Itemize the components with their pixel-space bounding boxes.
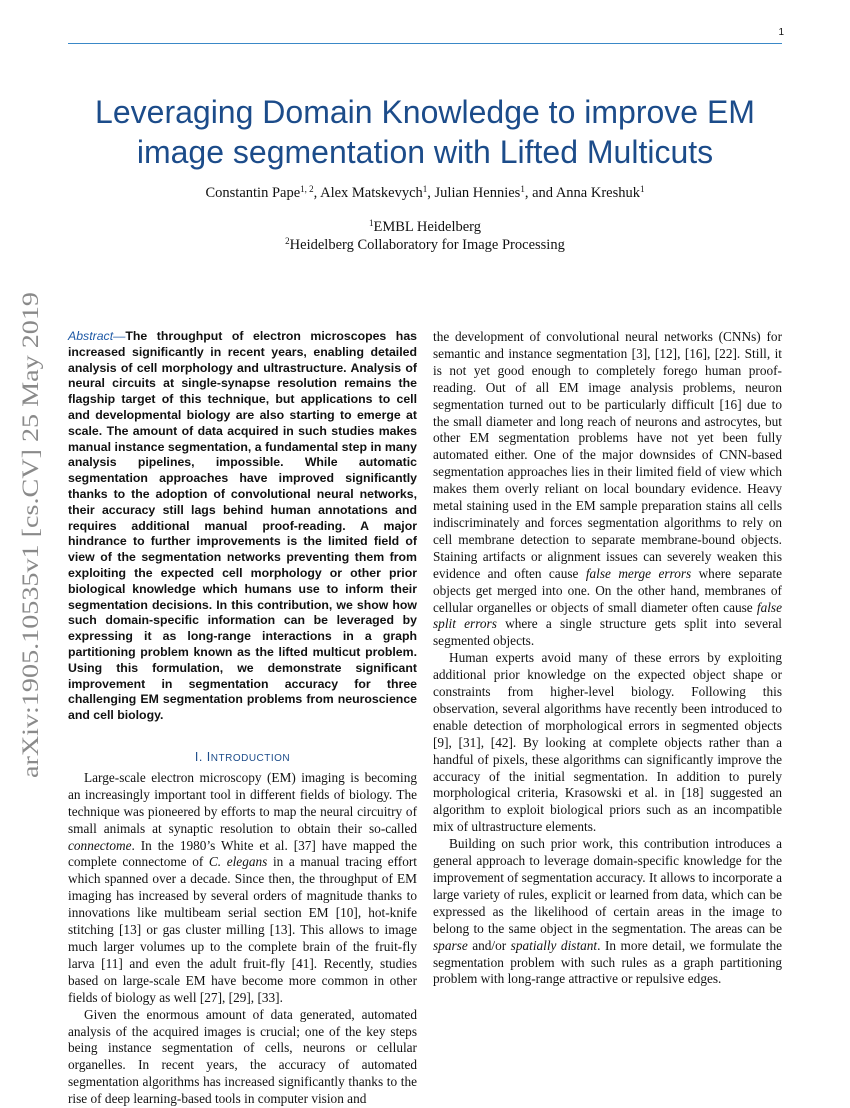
author: Alex Matskevych	[320, 185, 423, 201]
paragraph-text: . In more detail, we formulate the segmentation problem with such rules as a graph partitioning problem with long-range attractive or repulsive edges.	[433, 937, 782, 987]
paragraph-text: Large-scale electron microscopy (EM) imaging is becoming an increasingly important tool in different fields of biology. The technique was pioneered by efforts to map the neural circuitry of small animals at synaptic resolution to obtain their so-called	[68, 769, 417, 836]
paragraph-text: . In the 1980’s White et al. [37] have mapped the complete connectome of	[68, 837, 417, 870]
abstract	[68, 329, 417, 724]
arxiv-stamp	[4, 290, 52, 780]
paragraph: Human experts avoid many of these errors by exploiting additional prior knowledge on the expected object shape or constraints from higher-level biology. Following this observation, several algorithms have recently been introduced to enable detection of morphological errors in segmented objects [9], [31], [42]. By looking at complete objects rather than a handful of pixels, these algorithms can significantly improve the accuracy of the initial segmentation. In addition to purely morphological criteria, Krasowski et al. in [18] suggested an algorithm to exploit biological priors such as an incompatible mix of ultrastructure elements.	[433, 650, 782, 835]
affiliation-number: 1	[368, 218, 374, 228]
paper-title: Leveraging Domain Knowledge to improve EM image segmentation with Lifted Multicuts	[95, 94, 755, 170]
affiliation	[80, 237, 770, 254]
emphasis: C. elegans	[208, 854, 268, 870]
emphasis: sparse	[433, 937, 468, 953]
paragraph-text: where separate objects get merged into one. On the other hand, membranes of cellular organelles or objects of small diameter often cause	[433, 565, 782, 615]
page-number: 1	[778, 27, 784, 38]
abstract-label: Abstract—	[68, 329, 126, 343]
author: Anna Kreshuk	[555, 185, 640, 201]
paragraph-text: the development of convolutional neural networks (CNNs) for semantic and instance segmentation [3], [12], [16], [22]. Still, it is not yet good enough to completely forego human proof-reading. Out of all EM image analysis problems, neuron segmentation turned out to be particularly difficult [16] due to the small diameter and long reach of neurons and astrocytes, but other EM segmentation problems have not yet been fully automated either. One of the major downsides of CNN-based segmentation approaches lies in their limited field of view which makes them overly reliant on local boundary evidence. Heavy metal staining used in the EM sample preparation stains all cells indiscriminately and forces segmentation algorithms to rely on cell membrane detection to separate membrane-bound objects. Staining artifacts or alignment issues can severely weaken this evidence and often cause	[433, 329, 782, 581]
author-affiliation-mark: 1, 2	[300, 184, 314, 194]
author: Constantin Pape	[205, 185, 301, 201]
affiliation-name: EMBL Heidelberg	[373, 219, 482, 235]
author-affiliation-mark: 1	[422, 184, 428, 194]
emphasis: false split errors	[433, 599, 782, 632]
author-affiliation-mark: 1	[640, 184, 645, 194]
paragraph-text: Building on such prior work, this contribution introduces a general approach to leverage domain-specific knowledge for the improvement of segmentation accuracy. It allows to incorporate a large variety of rules, explicit or learned from data, which can be expressed as the likelihood of certain areas in the image to belong to the same object in the segmentation. The areas can be	[433, 836, 782, 936]
emphasis: connectome	[68, 837, 132, 853]
paragraph: Given the enormous amount of data generated, automated analysis of the acquired images is crucial; one of the key steps being instance segmentation of cells, neurons or cellular organelles. In recent years, the accuracy of automated segmentation algorithms has increased significantly thanks to the rise of deep learning-based tools in computer vision and	[68, 1006, 417, 1107]
header-rule	[68, 43, 782, 44]
paragraph-text: in a manual tracing effort which spanned over a decade. Since then, the throughput of EM imaging has increased by several orders of magnitude thanks to innovations like multibeam serial section EM [10], hot-knife stitching [13] or gas cluster milling [13]. This allows to image much larger volumes up to the complete brain of the fruit-fly larva [11] and even the adult fruit-fly [41]. Recently, studies based on large-scale EM have become more common in other fields of biology as well [27], [29], [33].	[68, 854, 417, 1005]
section-heading-introduction	[68, 750, 417, 764]
paragraph-text: and/or	[467, 937, 511, 953]
affiliation-number: 2	[285, 236, 290, 246]
section-number: I.	[194, 749, 203, 764]
author-list: Constantin Pape$^{1, 2}$, Alex Matskevych$^1$, Julian Hennies$^1$, and Anna Kreshuk$^1$	[205, 184, 645, 201]
author: Julian Hennies	[434, 185, 521, 201]
section-title-rest: NTRODUCTION	[210, 752, 291, 764]
paragraph	[68, 770, 417, 1007]
left-column	[68, 329, 417, 1108]
emphasis: spatially distant	[510, 937, 598, 953]
paragraph-text: where a single structure gets split into several segmented objects.	[433, 616, 782, 649]
author-affiliation-mark: 1	[520, 184, 525, 194]
emphasis: false merge errors	[585, 565, 692, 581]
affiliation	[80, 219, 770, 236]
paragraph	[433, 329, 782, 650]
abstract-text: The throughput of electron microscopes has increased significantly in recent years, enabling detailed analysis of cell morphology and ultrastructure. Analysis of neural circuits at single-synapse resolution remains the flagship target of this technique, but applications to cell and developmental biology are also starting to emerge at scale. The amount of data acquired in such studies makes manual instance segmentation, a fundamental step in many analysis pipelines, impossible. While automatic segmentation approaches have improved significantly thanks to the adoption of convolutional neural networks, their accuracy still lags behind human annotations and requires additional manual proof-reading. A major hindrance to further improvements is the limited field of view of the segmentation networks preventing them from exploiting the expected cell morphology or other prior biological knowledge which humans use to inform their segmentation decisions. In this contribution, we show how such domain-specific information can be leveraged by expressing it as long-range interactions in a graph partitioning problem known as the lifted multicut problem. Using this formulation, we demonstrate significant improvement in segmentation accuracy for three challenging EM segmentation problems from neuroscience and cell biology.	[68, 329, 417, 723]
paragraph	[433, 836, 782, 988]
section-title-initial: I	[206, 749, 211, 764]
right-column	[433, 329, 782, 988]
affiliation-name: Heidelberg Collaboratory for Image Processing	[289, 237, 565, 253]
arxiv-stamp-text: arXiv:1905.10535v1 [cs.CV] 25 May 2019	[18, 372, 44, 778]
